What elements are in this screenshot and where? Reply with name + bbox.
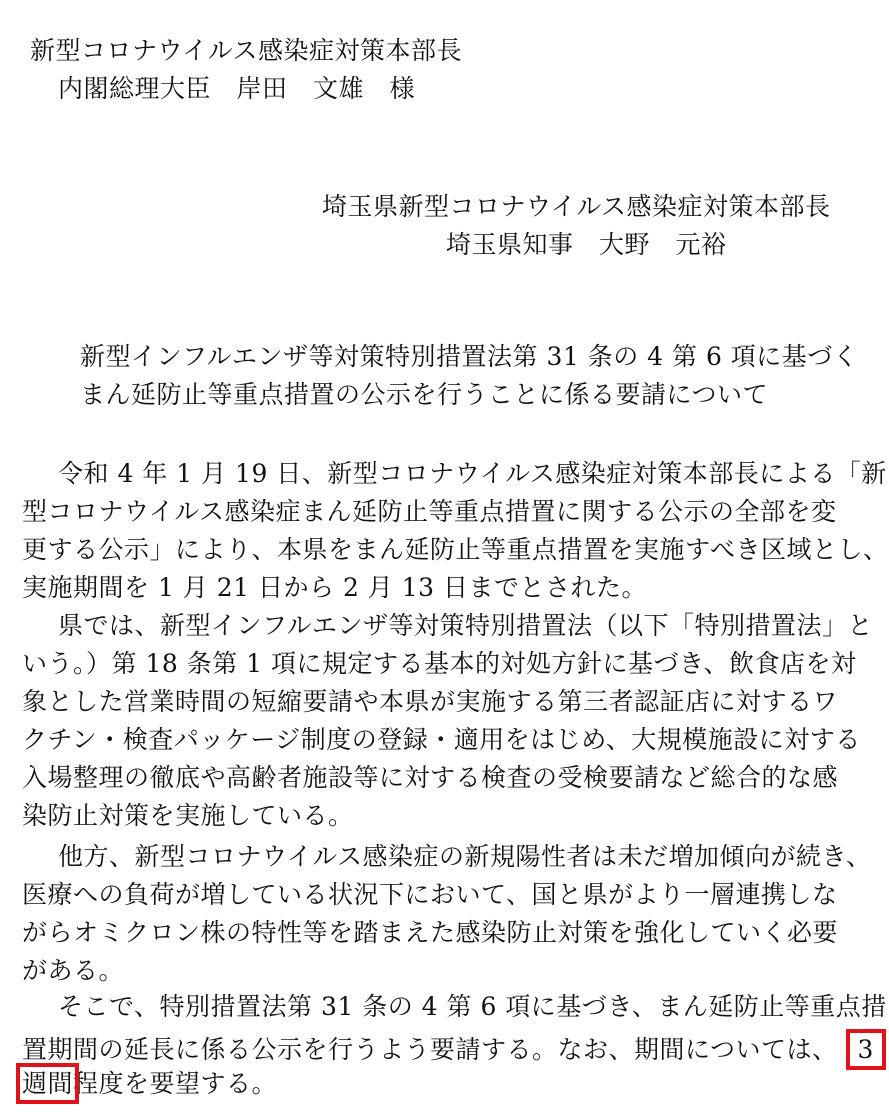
body-p4-line-2 bbox=[22, 1033, 874, 1067]
body-p3-line-4: がある。 bbox=[22, 956, 125, 985]
subject-line-1: 新型インフルエンザ等対策特別措置法第 31 条の 4 第 6 項に基づく bbox=[80, 342, 859, 371]
highlighted-duration-unit: 週間 bbox=[22, 1069, 74, 1098]
body-p1-line-4: 実施期間を 1 月 21 日から 2 月 13 日までとされた。 bbox=[22, 573, 648, 602]
body-p3-line-1: 他方、新型コロナウイルス感染症の新規陽性者は未だ増加傾向が続き、 bbox=[58, 842, 872, 871]
body-p4-line-1: そこで、特別措置法第 31 条の 4 第 6 項に基づき、まん延防止等重点措 bbox=[58, 992, 887, 1021]
body-p2-line-3: 象とした営業時間の短縮要請や本県が実施する第三者認証店に対するワ bbox=[22, 687, 839, 716]
addressee-name: 内閣総理大臣 岸田 文雄 様 bbox=[58, 74, 416, 103]
body-p1-line-1: 令和 4 年 1 月 19 日、新型コロナウイルス感染症対策本部長による「新 bbox=[58, 459, 887, 488]
subject-line-2: まん延防止等重点措置の公示を行うことに係る要請について bbox=[80, 380, 769, 409]
body-p2-line-2: いう。）第 18 条第 1 項に規定する基本的対処方針に基づき、飲食店を対 bbox=[22, 649, 857, 678]
sender-title: 埼玉県新型コロナウイルス感染症対策本部長 bbox=[322, 192, 831, 221]
sender-name: 埼玉県知事 大野 元裕 bbox=[446, 230, 727, 259]
body-p1-line-2: 型コロナウイルス感染症まん延防止等重点措置に関する公示の全部を変 bbox=[22, 497, 837, 526]
body-p2-line-4: クチン・検査パッケージ制度の登録・適用をはじめ、大規模施設に対する bbox=[22, 725, 861, 754]
body-p2-line-1: 県では、新型インフルエンザ等対策特別措置法（以下「特別措置法」と bbox=[58, 611, 874, 640]
body-p4-line-3 bbox=[22, 1067, 277, 1101]
body-p4-line-3-text: 程度を要望する。 bbox=[73, 1069, 278, 1098]
body-p3-line-2: 医療への負荷が増している状況下において、国と県がより一層連携しな bbox=[22, 880, 838, 909]
highlighted-duration-number: 3 bbox=[852, 1035, 880, 1064]
body-p2-line-6: 染防止対策を実施している。 bbox=[22, 801, 354, 830]
body-p4-line-2-text: 置期間の延長に係る公示を行うよう要請する。なお、期間については、 bbox=[22, 1035, 838, 1064]
body-p2-line-5: 入場整理の徹底や高齢者施設等に対する検査の受検要請など総合的な感 bbox=[22, 763, 839, 792]
body-p3-line-3: がらオミクロン株の特性等を踏まえた感染防止対策を強化していく必要 bbox=[22, 918, 839, 947]
addressee-title: 新型コロナウイルス感染症対策本部長 bbox=[30, 36, 463, 65]
body-p1-line-3: 更する公示」により、本県をまん延防止等重点措置を実施すべき区域とし、 bbox=[22, 535, 889, 564]
